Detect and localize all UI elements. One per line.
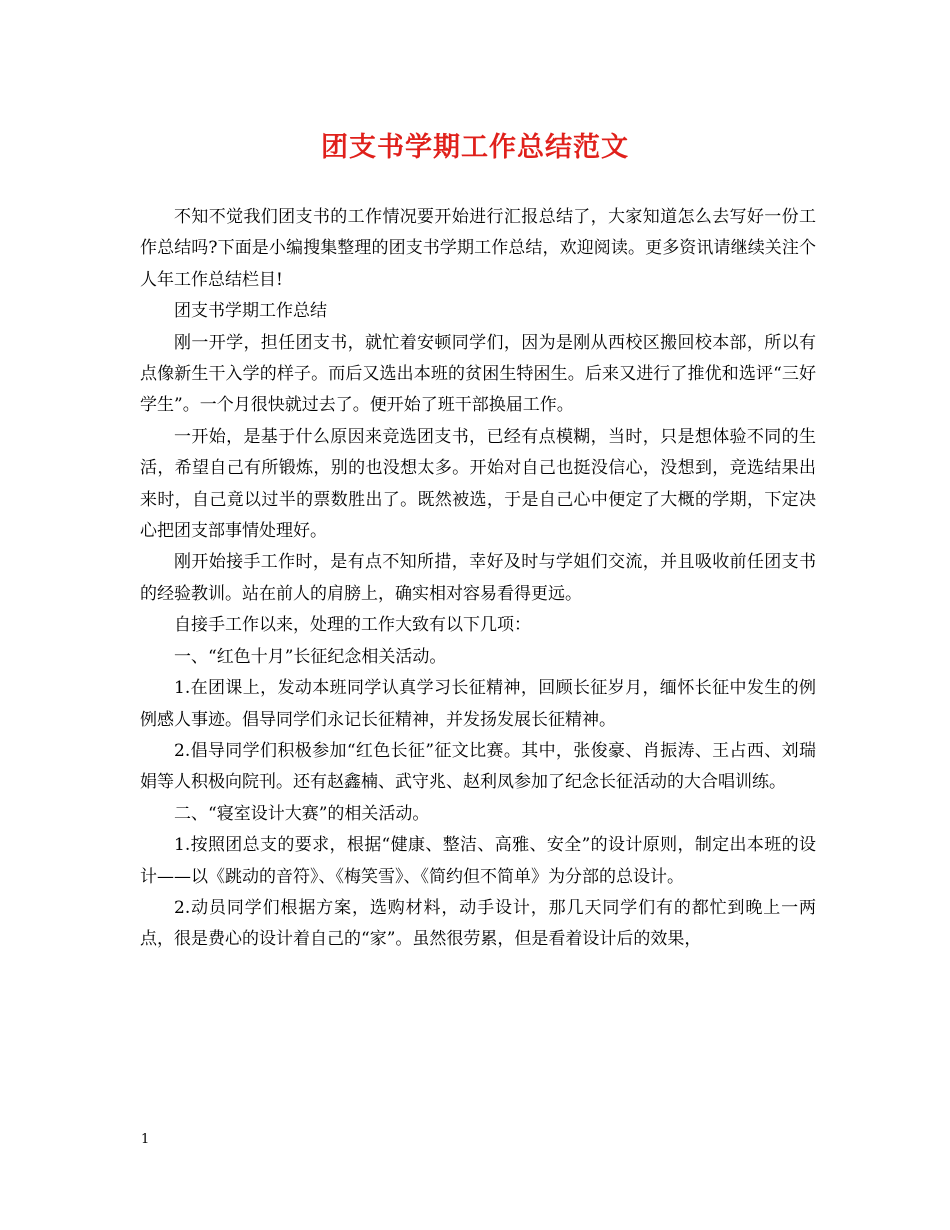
list-item: 1.按照团总支的要求，根据“健康、整洁、高雅、安全”的设计原则，制定出本班的设计——以《跳动的音符》、《梅笑雪》、《简约但不简单》为分部的总设计。 — [140, 835, 816, 887]
list-item: 2.倡导同学们积极参加“红色长征”征文比赛。其中，张俊豪、肖振涛、王占西、刘瑞娟等人积极向院刊。还有赵鑫楠、武守兆、赵利凤参加了纪念长征活动的大合唱训练。 — [140, 740, 816, 793]
paragraph: 刚一开学，担任团支书，就忙着安顿同学们，因为是刚从西校区搬回校本部，所以有点像新生干入学的样子。而后又选出本班的贫困生特困生。后来又进行了推优和选评“三好学生”。一个月很快就过去了。便开始了班干部换届工作。 — [140, 332, 816, 416]
list-item: 2.动员同学们根据方案，选购材料，动手设计，那几天同学们有的都忙到晚上一两点，很是费心的设计着自己的“家”。虽然很劳累，但是看着设计后的效果， — [140, 897, 816, 950]
list-item: 1.在团课上，发动本班同学认真学习长征精神，回顾长征岁月，缅怀长征中发生的例例感人事迹。倡导同学们永记长征精神，并发扬发展长征精神。 — [140, 678, 816, 730]
paragraph-intro: 不知不觉我们团支书的工作情况要开始进行汇报总结了，大家知道怎么去写好一份工作总结吗?下面是小编搜集整理的团支书学期工作总结，欢迎阅读。更多资讯请继续关注个人年工作总结栏目! — [140, 207, 816, 290]
paragraph: 刚开始接手工作时，是有点不知所措，幸好及时与学姐们交流，并且吸收前任团支书的经验教训。站在前人的肩膀上，确实相对容易看得更远。 — [140, 552, 816, 604]
paragraph-subtitle: 团支书学期工作总结 — [174, 301, 327, 322]
section-heading: 一、“红色十月”长征纪念相关活动。 — [174, 646, 447, 667]
document-body — [140, 202, 816, 956]
section-heading: 二、“寝室设计大赛”的相关活动。 — [174, 803, 430, 824]
document-title: 团支书学期工作总结范文 — [321, 132, 629, 163]
paragraph: 自接手工作以来，处理的工作大致有以下几项： — [174, 615, 531, 636]
paragraph: 一开始，是基于什么原因来竞选团支书，已经有点模糊，当时，只是想体验不同的生活，希望自己有所锻炼，别的也没想太多。开始对自己也挺没信心，没想到，竞选结果出来时，自己竟以过半的票数胜出了。既然被选，于是自己心中便定了大概的学期，下定决心把团支部事情处理好。 — [140, 426, 816, 542]
page-number: 1 — [141, 1132, 150, 1147]
